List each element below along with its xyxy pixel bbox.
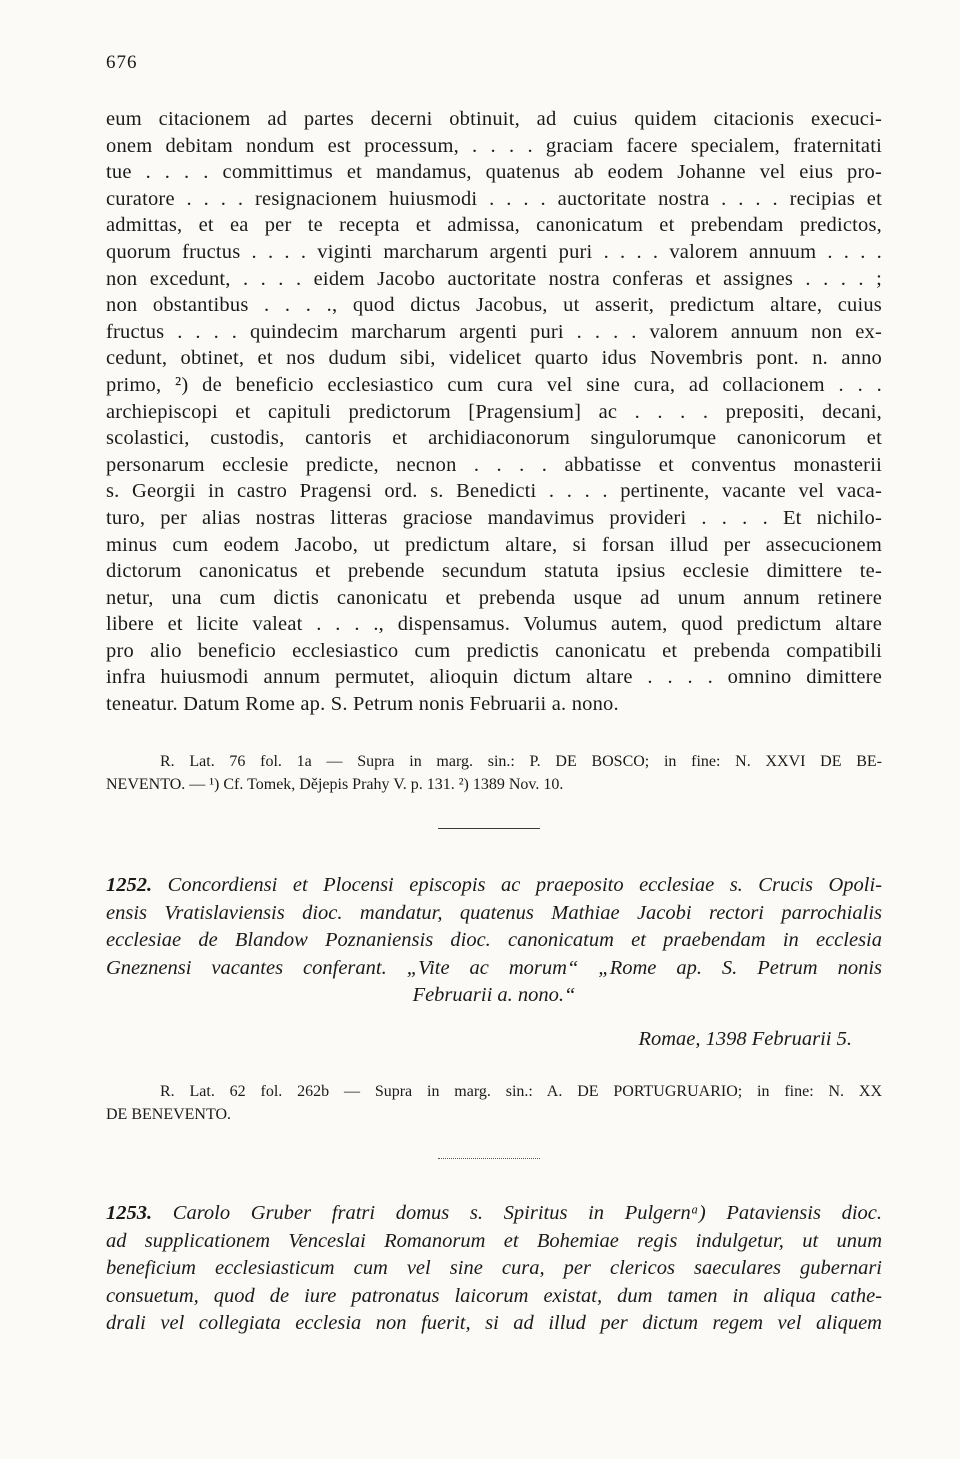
text-line: quorum fructus . . . . viginti marcharum argenti puri . . . . valorem annuum . . . . [106,240,882,263]
entry-1252 [106,872,882,1053]
text-line: teneatur. Datum Rome ap. S. Petrum nonis Februarii a. nono. [106,693,619,716]
entry-line-text: Concordiensi et Plocensi episcopis ac praeposito ecclesiae s. Crucis Opoli- [167,874,883,896]
text-line: eum citacionem ad partes decerni obtinuit, ad cuius quidem citacionis execuci- [106,108,882,130]
footnote-1 [106,750,882,796]
entry-line: ad supplicationem Venceslai Romanorum et Bohemiae regis indulgetur, ut unum [106,1229,882,1252]
section-divider [438,1158,540,1159]
page-number: 676 [106,52,138,73]
text-line: s. Georgii in castro Pragensi ord. s. Benedicti . . . . pertinente, vacante vel vaca- [106,480,882,503]
text-line: personarum ecclesie predicte, necnon . . . . abbatisse et conventus monasterii [106,453,882,476]
entry-line: consuetum, quod de iure patronatus laicorum existat, dum tamen in aliqua cathe- [106,1284,882,1307]
footnote-line: R. Lat. 76 fol. 1a — Supra in marg. sin.: P. DE BOSCO; in fine: N. XXVI DE BE- [160,753,882,770]
text-line: netur, una cum dictis canonicatu et prebenda usque ad unum annum retinere [106,586,882,609]
footnote-line: R. Lat. 62 fol. 262b — Supra in marg. sin.: A. DE PORTUGRUARIO; in fine: N. XX [160,1083,882,1100]
entry-date: Romae, 1398 Februarii 5. [638,1027,852,1050]
footnote-line: NEVENTO. — ¹) Cf. Tomek, Dějepis Prahy V. p. 131. ²) 1389 Nov. 10. [106,776,564,793]
entry-line: Februarii a. nono.“ [412,984,576,1006]
entry-line [106,1200,882,1228]
text-line: onem debitam nondum est processum, . . . . graciam facere specialem, fraternitati [106,134,882,157]
text-line: dictorum canonicatus et prebende secundum statuta ipsius ecclesie dimittere te- [106,560,882,583]
footnote-line: DE BENEVENTO. [106,1106,232,1123]
entry-number: 1252. [106,874,153,896]
text-line: pro alio beneficio ecclesiastico cum predictis canonicatu et prebenda compatibili [106,639,882,662]
text-line: turo, per alias nostras litteras graciose mandavimus provideri . . . . Et nichilo- [106,506,882,529]
text-line: non obstantibus . . . ., quod dictus Jacobus, ut asserit, predictum altare, cuius [106,294,882,317]
text-line: primo, ²) de beneficio ecclesiastico cum cura vel sine cura, ad collacionem . . . [106,373,882,396]
entry-line-text: Carolo Gruber fratri domus s. Spiritus in Pulgernᵃ) Pataviensis dioc. [172,1202,882,1224]
text-line: libere et licite valeat . . . ., dispensamus. Volumus autem, quod predictum altare [106,613,882,636]
entry-line: ecclesiae de Blandow Poznaniensis dioc. canonicatum et praebendam in ecclesia [106,929,882,951]
main-text [106,106,882,718]
entry-line: drali vel collegiata ecclesia non fuerit, si ad illud per dictum regem vel aliquem [106,1312,882,1334]
text-line: admittas, et ea per te recepta et admissa, canonicatum et prebendam predictos, [106,214,882,237]
entry-line [106,872,882,900]
section-divider [438,828,540,829]
entry-line: Gneznensi vacantes conferant. „Vite ac morum“ „Rome ap. S. Petrum nonis [106,956,882,979]
entry-1253 [106,1200,882,1338]
entry-line: ensis Vratislaviensis dioc. mandatur, quatenus Mathiae Jacobi rectori parrochialis [106,901,882,924]
text-line: tue . . . . committimus et mandamus, quatenus ab eodem Johanne vel eius pro- [106,161,882,184]
text-line: curatore . . . . resignacionem huiusmodi . . . . auctoritate nostra . . . . recipias et [106,187,882,210]
text-line: archiepiscopi et capituli predictorum [Pragensium] ac . . . . prepositi, decani, [106,400,882,423]
text-line: scolastici, custodis, cantoris et archidiaconorum singulorumque canonicorum et [106,427,882,450]
entry-line: beneficium ecclesiasticum cum vel sine cura, per clericos saeculares gubernari [106,1257,882,1279]
text-line: cedunt, obtinet, et nos dudum sibi, videlicet quarto idus Novembris pont. n. anno [106,347,882,370]
text-line: infra huiusmodi annum permutet, alioquin dictum altare . . . . omnino dimittere [106,666,882,689]
text-line: non excedunt, . . . . eidem Jacobo auctoritate nostra conferas et assignes . . . . ; [106,267,882,290]
text-line: minus cum eodem Jacobo, ut predictum altare, si forsan illud per assecucionem [106,533,882,556]
footnote-2 [106,1080,882,1126]
text-line: fructus . . . . quindecim marcharum argenti puri . . . . valorem annuum non ex- [106,320,882,343]
entry-number: 1253. [106,1202,153,1224]
